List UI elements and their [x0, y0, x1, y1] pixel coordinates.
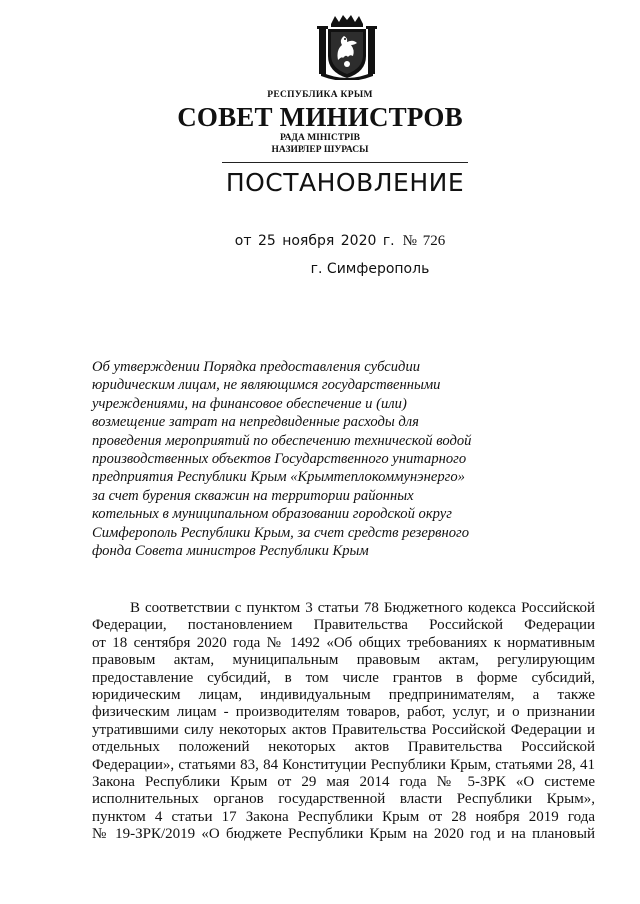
body-line: В соответствии с пунктом 3 статьи 78 Бюджетного кодекса Российской [130, 600, 595, 616]
nazirler-heading: НАЗИРЛЕР ШУРАСЫ [271, 145, 369, 155]
body-line: юридическим лицам, индивидуальным предпринимателям, а также [92, 686, 595, 703]
body-line: Федерации, постановлением Правительства Российской Федерации [92, 617, 595, 634]
crimea-coat-of-arms-icon [317, 14, 377, 80]
title-line: Об утверждении Порядка предоставления субсидии [92, 359, 421, 375]
body-line: отдельных положений некоторых актов Правительства Российской [92, 739, 595, 756]
title-line: за счет бурения скважин на территории районных [92, 487, 414, 504]
republic-heading: РЕСПУБЛИКА КРЫМ [267, 90, 373, 100]
title-line: проведения мероприятий по обеспечению технической водой [92, 432, 472, 449]
title-line: возмещение затрат на непредвиденные расходы для [92, 414, 419, 431]
title-line: юридическим лицам, не являющимся государственными [92, 377, 441, 394]
title-line: фонда Совета министров Республики Крым [92, 543, 369, 560]
body-line: Закона Республики Крым от 29 мая 2014 года № 5-ЗРК «О системе [92, 773, 595, 790]
title-line: котельных в муниципальном образовании городской округ [92, 506, 452, 523]
document-title [92, 358, 512, 560]
title-line: предприятия Республики Крым «Крымтеплокоммунэнерго» [92, 469, 465, 486]
title-line: производственных объектов Государственного унитарного [92, 451, 467, 468]
header-divider [222, 162, 468, 163]
title-line: Симферополь Республики Крым, за счет средств резервного [92, 524, 470, 541]
body-line: правовым актам, муниципальным правовым актам, регулирующим [92, 652, 595, 669]
document-date: от 25 ноября 2020 г. [234, 233, 395, 249]
rada-heading: РАДА МІНІСТРІВ [279, 133, 360, 143]
council-heading: СОВЕТ МИНИСТРОВ [177, 102, 463, 132]
body-line: физическим лицам - производителям товаров, работ, услуг, и о признании [92, 704, 595, 721]
document-number: № 726 [402, 233, 446, 249]
body-paragraph [92, 600, 595, 843]
body-line: предоставление субсидий, в том числе грантов в форме субсидий, [92, 669, 595, 686]
body-line: от 18 сентября 2020 года № 1492 «Об общих требованиях к нормативным [92, 634, 595, 651]
body-line: № 19-ЗРК/2019 «О бюджете Республики Крым на 2020 год и на плановый [92, 826, 595, 843]
body-line: пунктом 4 статьи 17 Закона Республики Крым от 28 ноября 2019 года [92, 808, 595, 825]
date-number-line [0, 233, 640, 250]
body-line: утратившими силу некоторых актов Правительства Российской Федерации и [92, 721, 595, 738]
body-line: Федерации», статьями 83, 84 Конституции Республики Крым, статьями 28, 41 [92, 756, 595, 773]
document-city: г. Симферополь [310, 261, 430, 277]
body-line: исполнительных органов государственной власти Республики Крым», [92, 791, 595, 808]
document-type: ПОСТАНОВЛЕНИЕ [225, 168, 465, 197]
title-line: учреждениями, на финансовое обеспечение и (или) [92, 395, 407, 412]
